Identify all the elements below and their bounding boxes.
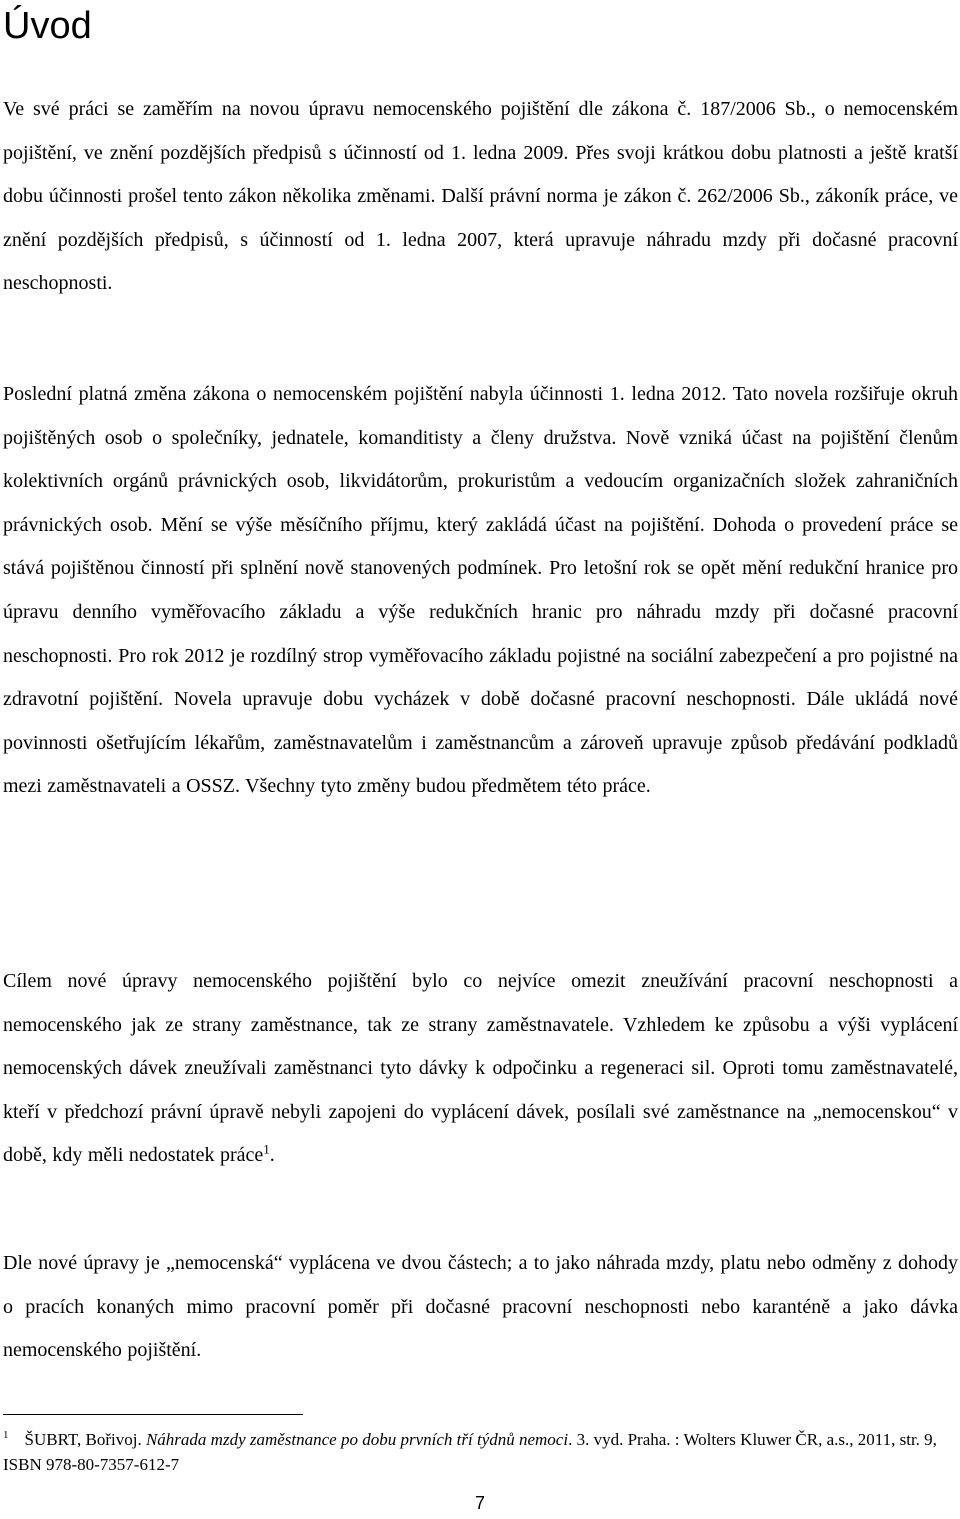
paragraph-3 <box>3 960 958 1178</box>
footnote <box>3 1427 958 1477</box>
footnote-number: 1 <box>3 1429 9 1442</box>
page-title: Úvod <box>3 5 92 47</box>
paragraph-4: Dle nové úpravy je „nemocenská“ vyplácena ve dvou částech; a to jako náhrada mzdy, platu nebo odměny z dohody o pracích konaných mimo pracovní poměr při dočasné pracovní neschopnosti nebo karanténě a jako dávka nemocenského pojištění. <box>3 1252 958 1362</box>
page-number: 7 <box>474 1493 485 1513</box>
footnote-title: Náhrada mzdy zaměstnance po dobu prvních tří týdnů nemoci <box>145 1430 569 1449</box>
footnote-author: ŠUBRT, Bořivoj. <box>24 1430 142 1449</box>
footnote-reference: 1 <box>263 1141 270 1157</box>
footnote-separator <box>3 1414 303 1415</box>
paragraph-2: Poslední platná změna zákona o nemocenském pojištění nabyla účinnosti 1. ledna 2012. Tato novela rozšiřuje okruh pojištěných osob o společníky, jednatele, komanditisty a členy družstva. Nově vzniká účast na pojištění členům kolektivních orgánů právnických osob, likvidátorům, prokuristům a vedoucím organizačních složek zahraničních právnických osob. Mění se výše měsíčního příjmu, který zakládá účast na pojištění. Dohoda o provedení práce se stává pojištěnou činností při splnění nově stanovených podmínek. Pro letošní rok se opět mění redukční hranice pro úpravu denního vyměřovacího základu a výše redukčních hranic pro náhradu mzdy při dočasné pracovní neschopnosti. Pro rok 2012 je rozdílný strop vyměřovacího základu pojistné na sociální zabezpečení a pro pojistné na zdravotní pojištění. Novela upravuje dobu vycházek v době dočasné pracovní neschopnosti. Dále ukládá nové povinnosti ošetřujícím lékařům, zaměstnavatelům i zaměstnancům a zároveň upravuje způsob předávání podkladů mezi zaměstnavateli a OSSZ. Všechny tyto změny budou předmětem této práce. <box>3 383 958 798</box>
footnote-details: . 3. vyd. Praha. : Wolters Kluwer ČR, a.s., 2011, str. 9, ISBN 978-80-7357-612-7 <box>3 1430 937 1474</box>
paragraph-3-text: Cílem nové úpravy nemocenského pojištění bylo co nejvíce omezit zneužívání pracovní neschopnosti a nemocenského jak ze strany zaměstnance, tak ze strany zaměstnavatele. Vzhledem ke způsobu a výši vyplácení nemocenských dávek zneužívali zaměstnanci tyto dávky k odpočinku a regeneraci sil. Oproti tomu zaměstnavatelé, kteří v předchozí právní úpravě nebyli zapojeni do vyplácení dávek, posílali své zaměstnance na „nemocenskou“ v době, kdy měli nedostatek práce <box>3 970 958 1167</box>
paragraph-3-end: . <box>269 1144 275 1167</box>
paragraph-1: Ve své práci se zaměřím na novou úpravu nemocenského pojištění dle zákona č. 187/2006 Sb., o nemocenském pojištění, ve znění pozdějších předpisů s účinností od 1. ledna 2009. Přes svoji krátkou dobu platnosti a ještě kratší dobu účinnosti prošel tento zákon několika změnami. Další právní norma je zákon č. 262/2006 Sb., zákoník práce, ve znění pozdějších předpisů, s účinností od 1. ledna 2007, která upravuje náhradu mzdy při dočasné pracovní neschopnosti. <box>3 98 958 295</box>
